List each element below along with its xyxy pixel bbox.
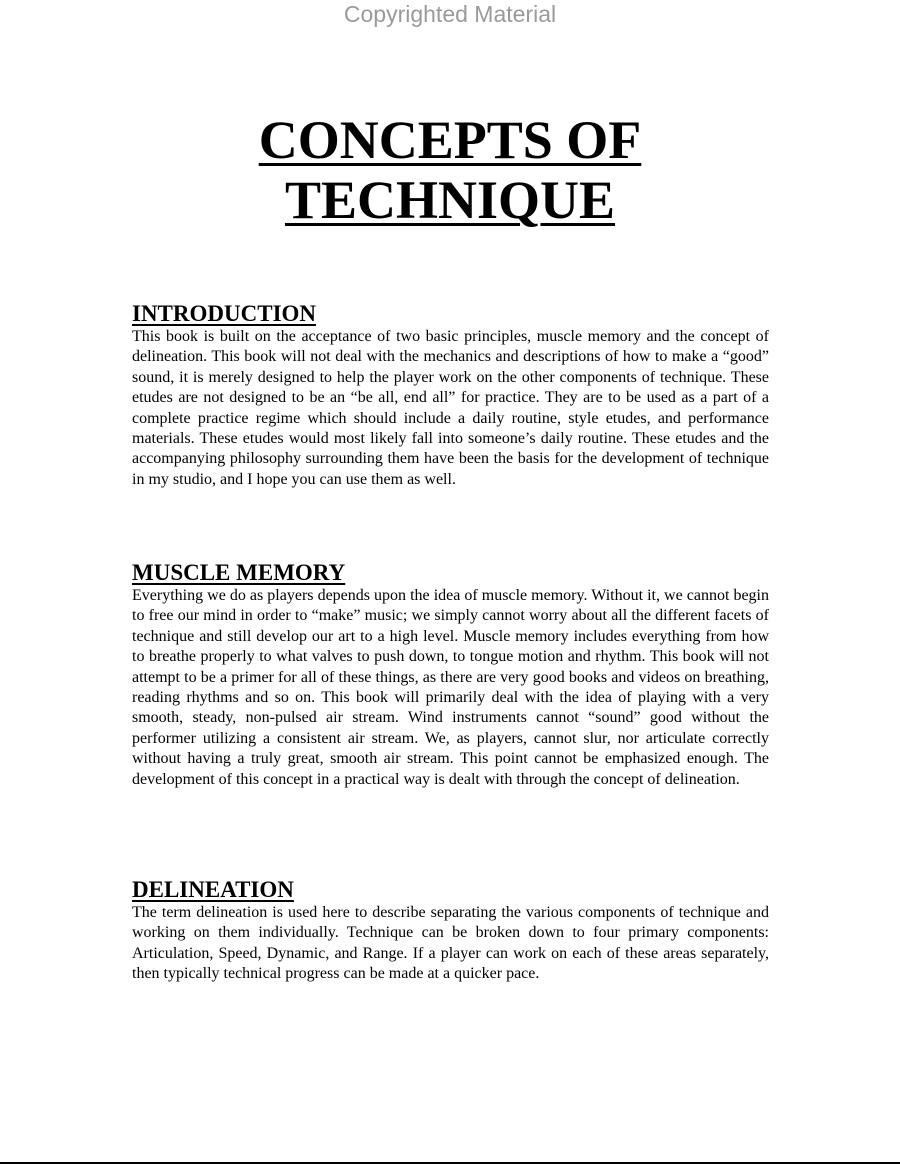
page-title — [0, 110, 900, 230]
section-body-delineation: The term delineation is used here to describe separating the various components of technique and working on them individually. Technique can be broken down to four primary components: Articulation, Speed, Dynamic, and Range. If a player can work on each of these areas separately, then typically technical progress can be made at a quicker pace. — [132, 904, 769, 983]
section-muscle-memory — [132, 560, 769, 790]
section-delineation — [132, 877, 769, 985]
section-heading-introduction: INTRODUCTION — [132, 301, 317, 326]
copyright-watermark: Copyrighted Material — [343, 1, 557, 27]
section-body-introduction: This book is built on the acceptance of two basic principles, muscle memory and the concept of delineation. This book will not deal with the mechanics and descriptions of how to make a “good” sound, it is merely designed to help the player work on the other components of technique. These etudes are not designed to be an “be all, end all” for practice. They are to be used as a part of a complete practice regime which should include a daily routine, style etudes, and performance materials. These etudes would most likely fall into someone’s daily routine. These etudes and the accompanying philosophy surrounding them have been the basis for the development of technique in my studio, and I hope you can use them as well. — [132, 328, 769, 488]
section-body-muscle-memory: Everything we do as players depends upon the idea of muscle memory. Without it, we cannot begin to free our mind in order to “make” music; we simply cannot worry about all the different facets of technique and still develop our art to a high level. Muscle memory includes everything from how to breathe properly to what valves to push down, to tongue motion and rhythm. This book will not attempt to be a primer for all of these things, as there are very good books and videos on breathing, reading rhythms and so on. This book will primarily deal with the idea of playing with a very smooth, steady, non-pulsed air stream. Wind instruments cannot “sound” good without the performer utilizing a consistent air stream. We, as players, cannot slur, nor articulate correctly without having a truly great, smooth air stream. This point cannot be emphasized enough. The development of this concept in a practical way is dealt with through the concept of delineation. — [132, 587, 769, 788]
section-introduction — [132, 301, 769, 490]
section-heading-delineation: DELINEATION — [132, 877, 294, 902]
section-heading-muscle-memory: MUSCLE MEMORY — [132, 560, 346, 585]
page-title-line-2: TECHNIQUE — [284, 170, 616, 230]
page-title-line-1: CONCEPTS OF — [258, 110, 642, 170]
